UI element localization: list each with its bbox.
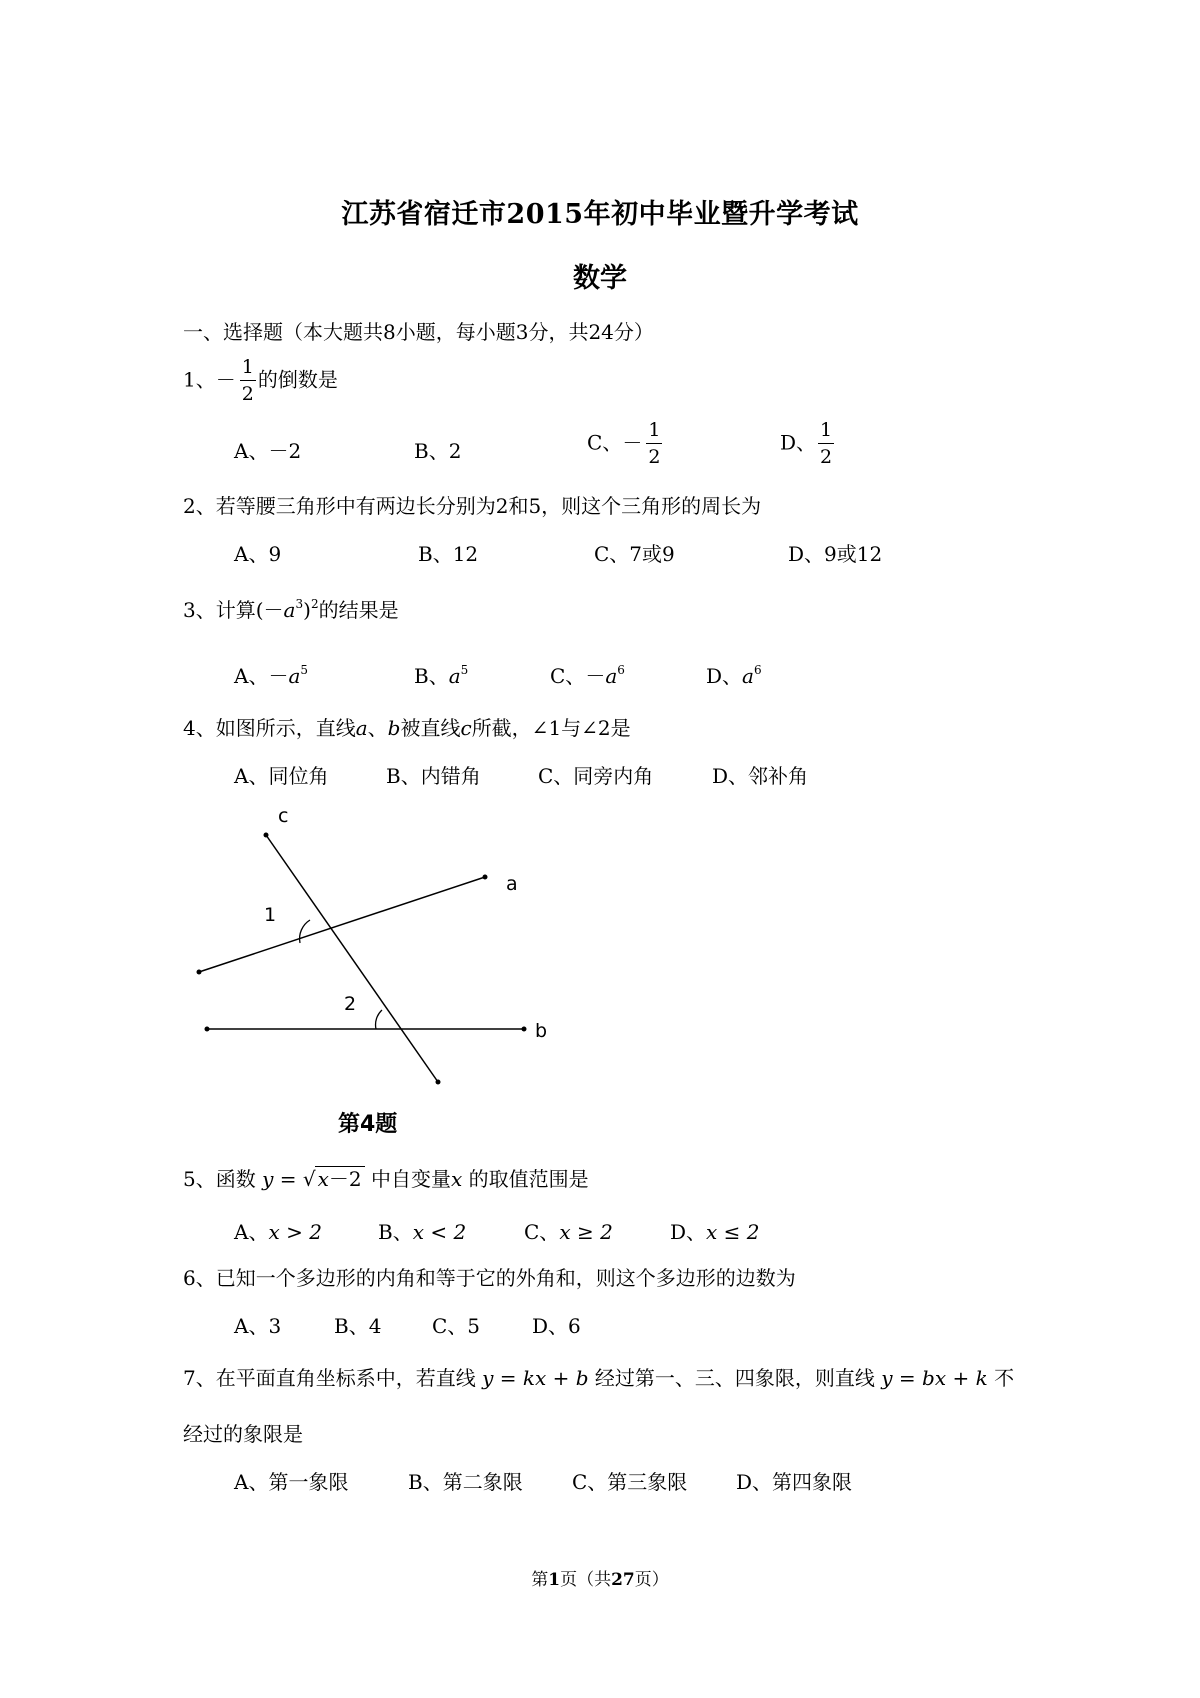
question-1-option-c: C、－ $\frac{1}{2}$ [587, 419, 661, 468]
question-5-option-c: C、x ≥ 2 [524, 1220, 613, 1244]
point [264, 833, 269, 838]
question-7-option-c: C、第三象限 [572, 1470, 688, 1494]
page-total: 27 [611, 1570, 635, 1590]
figure-caption: 第4题 [338, 1112, 398, 1137]
line-c [266, 835, 438, 1082]
question-4-option-a: A、同位角 [234, 764, 329, 788]
document-subject: 数学 [573, 263, 627, 294]
angle-1-arc [300, 920, 310, 943]
question-6-stem: 6、已知一个多边形的内角和等于它的外角和，则这个多边形的边数为 [183, 1266, 796, 1290]
question-7-option-b: B、第二象限 [408, 1470, 523, 1494]
question-2-option-d: D、9或12 [788, 542, 883, 566]
question-7-option-a: A、第一象限 [234, 1470, 349, 1494]
question-2-option-b: B、12 [418, 542, 479, 566]
point [205, 1027, 210, 1032]
angle-2-arc [376, 1010, 382, 1029]
question-5-stem: 5、函数 y = √ x－2 中自变量x 的取值范围是 [183, 1163, 589, 1192]
fraction: $\frac{1}{2}$ [241, 356, 254, 405]
question-1-stem: 1、－ $\frac{1}{2}$ 的倒数是 [183, 356, 338, 405]
section-header: 一、选择题（本大题共8小题，每小题3分，共24分） [183, 320, 654, 344]
question-3-stem: 3、计算$(-a^3)^2$的结果是 [183, 597, 399, 622]
label-b: b [535, 1020, 548, 1042]
label-angle-2: 2 [344, 993, 357, 1015]
question-4-option-c: C、同旁内角 [538, 764, 654, 788]
question-4-option-d: D、邻补角 [712, 764, 809, 788]
question-4-option-b: B、内错角 [386, 764, 481, 788]
question-2-option-a: A、9 [234, 542, 282, 566]
question-7-stem: 7、在平面直角坐标系中，若直线 y = kx + b 经过第一、三、四象限，则直线 y = bx + k 不 [183, 1366, 1015, 1390]
question-6-option-c: C、5 [432, 1314, 481, 1338]
question-5-option-b: B、x < 2 [378, 1220, 467, 1244]
line-a [199, 877, 485, 972]
question-7-stem-continued: 经过的象限是 [183, 1422, 303, 1446]
question-2-option-c: C、7或9 [594, 542, 675, 566]
question-4-figure [190, 790, 560, 1110]
point [522, 1027, 527, 1032]
question-4-stem: 4、如图所示，直线a、b被直线c所截，∠1与∠2是 [183, 716, 631, 740]
page-number: 1 [548, 1570, 561, 1590]
question-6-option-d: D、6 [532, 1314, 581, 1338]
question-5-option-d: D、x ≤ 2 [670, 1220, 760, 1244]
page-footer: 第1页（共27页） [531, 1570, 669, 1590]
question-3-option-d: D、$a^6$ [706, 663, 762, 688]
question-1-option-a: A、－2 [234, 439, 302, 463]
question-1-option-d: D、 $\frac{1}{2}$ [780, 419, 833, 468]
question-7-option-d: D、第四象限 [736, 1470, 853, 1494]
point [436, 1080, 441, 1085]
document-title: 江苏省宿迁市2015年初中毕业暨升学考试 [341, 199, 859, 230]
question-1-option-b: B、2 [414, 439, 462, 463]
point [197, 970, 202, 975]
point [483, 875, 488, 880]
fraction: $\frac{1}{2}$ [648, 419, 661, 468]
question-3-option-c: C、$-a^6$ [550, 663, 625, 688]
label-c: c [278, 805, 289, 827]
fraction: $\frac{1}{2}$ [820, 419, 833, 468]
label-angle-1: 1 [264, 904, 277, 926]
square-root: √ x－2 [303, 1163, 365, 1192]
question-5-option-a: A、x > 2 [234, 1220, 322, 1244]
label-a: a [506, 873, 518, 895]
question-3-option-b: B、$a^5$ [414, 663, 469, 688]
question-6-option-a: A、3 [234, 1314, 282, 1338]
question-3-option-a: A、$-a^5$ [234, 663, 309, 688]
question-6-option-b: B、4 [334, 1314, 382, 1338]
question-2-stem: 2、若等腰三角形中有两边长分别为2和5，则这个三角形的周长为 [183, 494, 762, 518]
